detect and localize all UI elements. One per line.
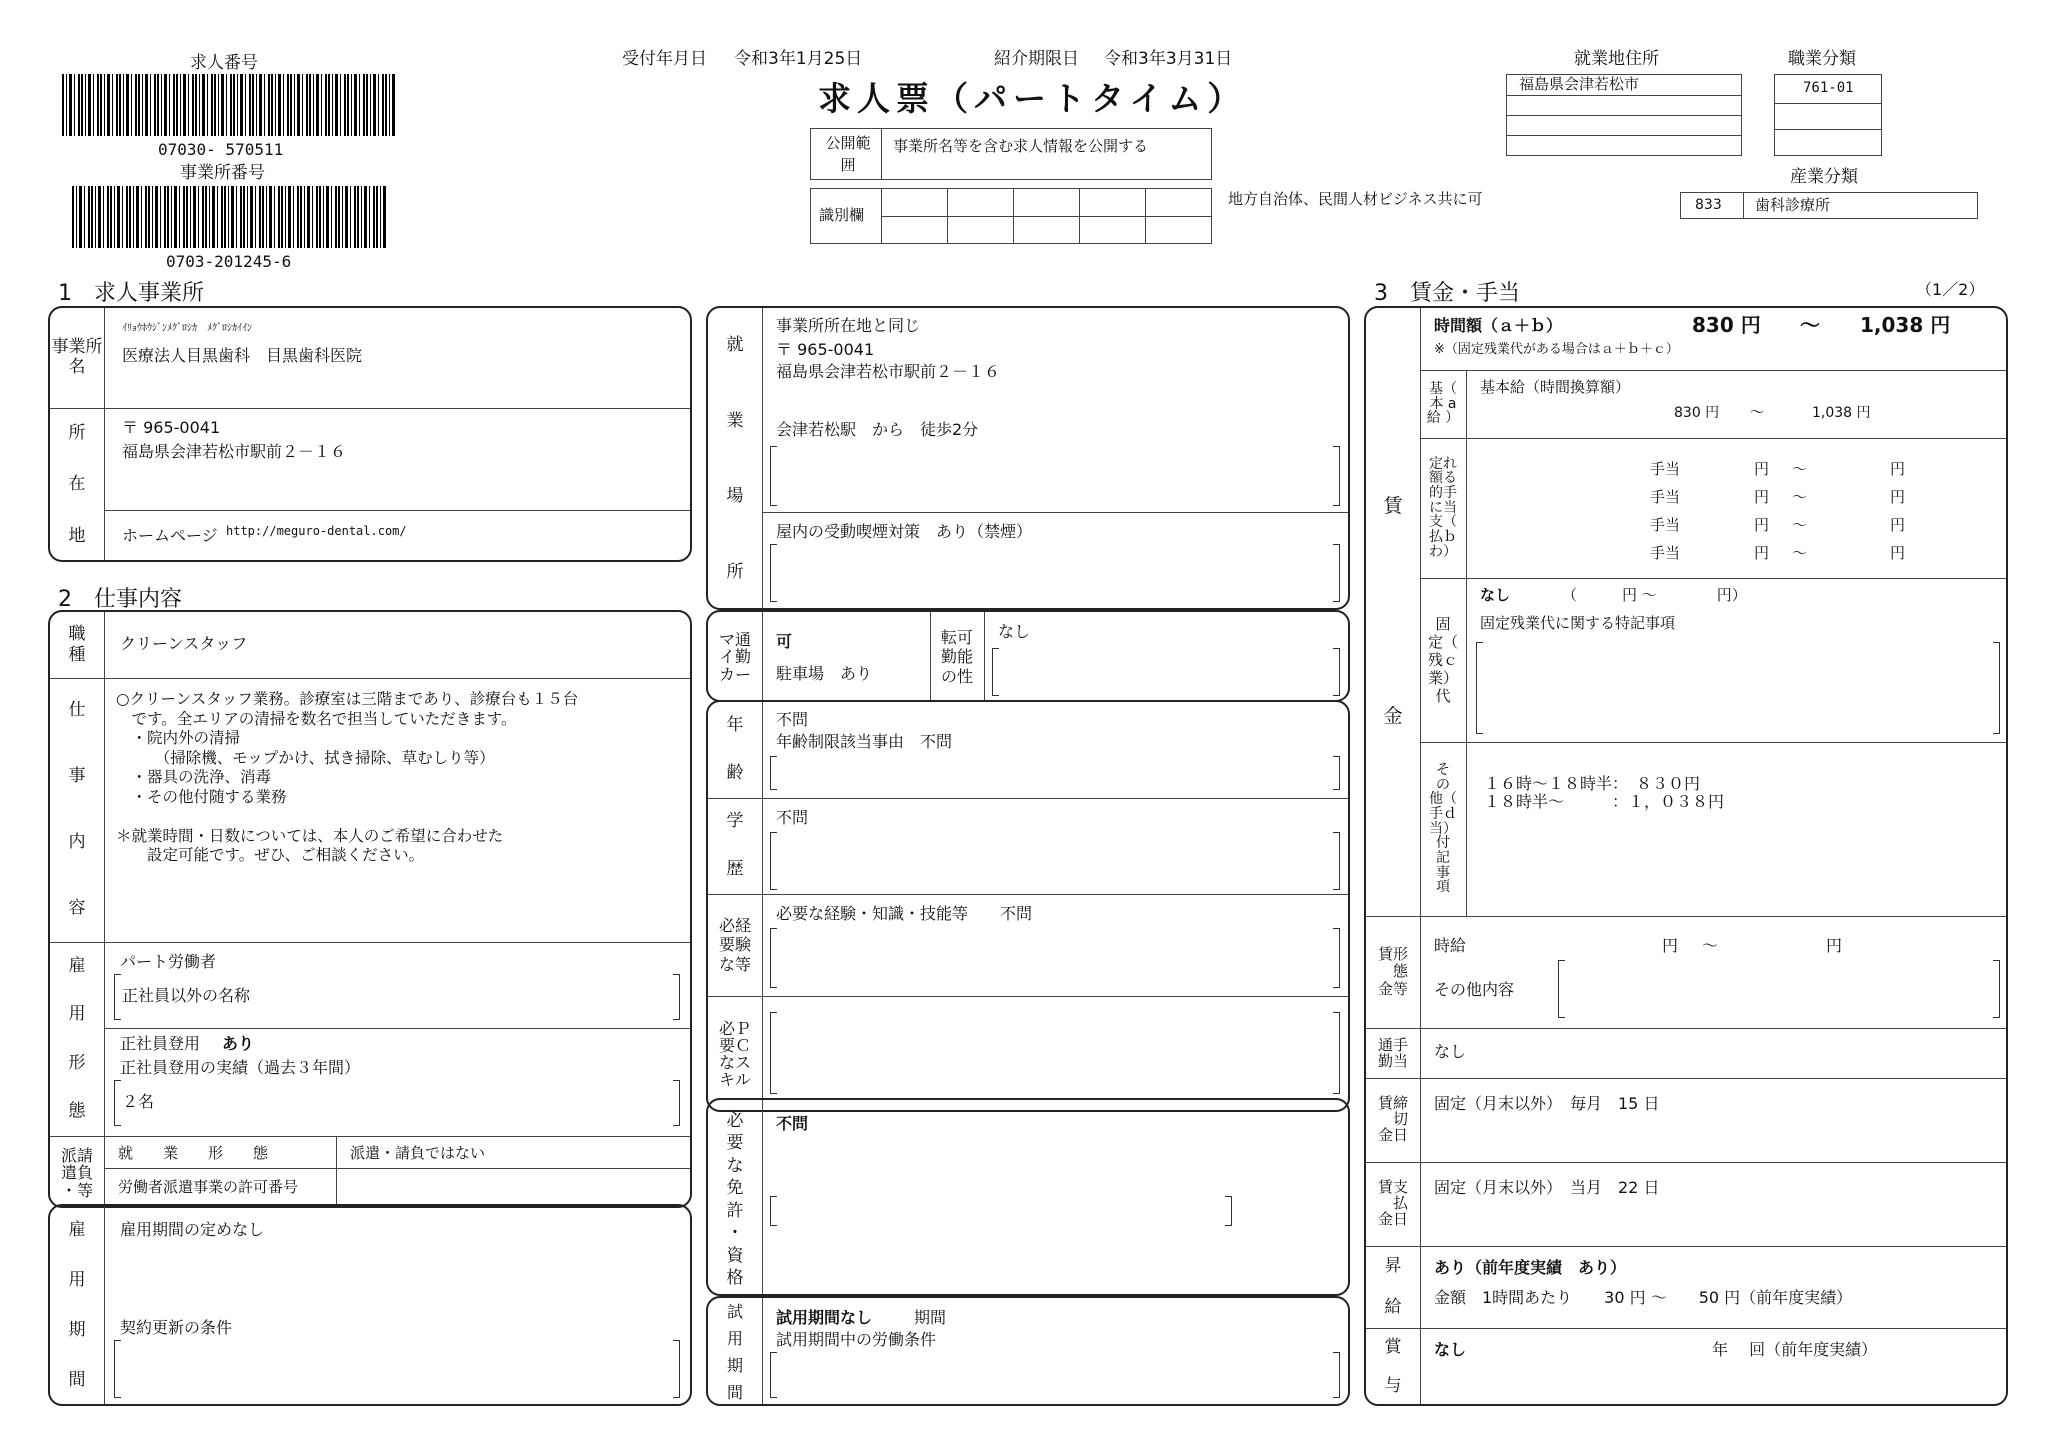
base-pay-label: 基（ 本 a 給 ）	[1426, 380, 1460, 427]
wage-form-tilde: ～	[1702, 936, 1719, 955]
allowance-yen-max: 円	[1890, 460, 1906, 478]
dispatch-label: 派請 遣負 ・等	[60, 1145, 93, 1200]
bonus-times: 年 回（前年度実績）	[1712, 1340, 1878, 1359]
workplace-address-label: 就業地住所	[1574, 49, 1659, 69]
age: 不問	[776, 710, 809, 729]
raise-label: 昇 給	[1384, 1255, 1402, 1317]
bonus: なし	[1434, 1340, 1467, 1359]
disclosure-label: 公開範囲	[825, 134, 871, 174]
closing-day: 固定（月末以外） 毎月 15 日	[1434, 1094, 1660, 1113]
trial-conditions: 試用期間中の労働条件	[776, 1330, 937, 1349]
job-description: ○クリーンスタッフ業務。診療室は三階まであり、診療台も１５台 です。全エリアの清掃を数名で担当していただきます。 ・院内外の清掃 （掃除機、モップかけ、拭き掃除、草むしり等） ・器具の洗浄、消毒 ・その他付随する業務 ＊就業時間・日数については、本人のご希望に合わせた 設定可能です。ぜひ、ご相談ください。	[116, 690, 579, 864]
allowance-yen-min: 円	[1754, 488, 1770, 506]
base-pay-tilde: ～	[1750, 405, 1764, 421]
non-regular-name: 正社員以外の名称	[122, 986, 251, 1005]
requirements-box	[706, 700, 1350, 1112]
work-form: 派遣・請負ではない	[350, 1144, 486, 1162]
base-pay-min: 830 円	[1674, 405, 1720, 421]
wage-box	[1364, 306, 2008, 1406]
age-reason: 年齢制限該当事由 不問	[776, 732, 953, 751]
industry-code: 833	[1695, 197, 1722, 213]
trial-period: 試用期間なし	[776, 1308, 873, 1327]
workplace-address: 福島県会津若松市	[1519, 75, 1640, 93]
allowance-name: 手当	[1650, 544, 1681, 562]
employment-type: パート労働者	[120, 952, 217, 971]
allowance-tilde: ～	[1792, 488, 1808, 506]
allowance-tilde: ～	[1792, 544, 1808, 562]
reception-date-label: 受付年月日	[622, 49, 707, 69]
wage-form: 時給	[1434, 936, 1467, 955]
employment-period-box	[48, 1204, 692, 1406]
page-title: 求人票（パートタイム）	[818, 79, 1247, 118]
raise: あり（前年度実績 あり）	[1434, 1258, 1627, 1277]
pc-skill-label: 必Ｐ 要Ｃ なス キル	[718, 1019, 751, 1089]
bonus-label: 賞 与	[1384, 1336, 1402, 1396]
deadline-label: 紹介期限日	[994, 49, 1079, 69]
workplace-address-detail: 福島県会津若松市駅前２－１６	[776, 362, 1001, 381]
allowance-name: 手当	[1650, 460, 1681, 478]
allowance-tilde: ～	[1792, 516, 1808, 534]
commute-label: 通手 勤当	[1377, 1035, 1408, 1070]
hourly-wage-tilde: ～	[1800, 313, 1820, 337]
promo-record: ２名	[122, 1092, 155, 1111]
experience-label: 必経 要験 な等	[718, 916, 751, 974]
experience: 必要な経験・知識・技能等 不問	[776, 904, 1033, 923]
allowance-yen-min: 円	[1754, 544, 1770, 562]
job-title-label: 職 種	[68, 623, 86, 665]
reception-date: 令和3年1月25日	[734, 49, 863, 69]
promo-record-label: 正社員登用の実績（過去３年間）	[120, 1058, 361, 1077]
workplace-address-table	[1506, 74, 1742, 156]
other-allowance-1: １６時～１８時半： ８３０円	[1484, 774, 1701, 793]
job-content-label: 仕 事 内 容	[68, 700, 86, 919]
job-number-label: 求人番号	[190, 53, 258, 73]
address-label: 所 在 地	[68, 423, 86, 546]
agency-note: 地方自治体、民間人材ビジネス共に可	[1228, 190, 1483, 208]
transfer-label: 転可 勤能 の性	[940, 628, 973, 686]
education-label: 学 歴	[726, 811, 744, 880]
homepage-link[interactable]: http://meguro-dental.com/	[226, 524, 407, 538]
homepage-label: ホームページ	[122, 526, 218, 545]
hourly-wage-min: 830 円	[1692, 313, 1761, 337]
allowance-name: 手当	[1650, 488, 1681, 506]
job-number: 07030- 570511	[158, 140, 284, 159]
car-commute-box	[706, 610, 1350, 702]
employment-period: 雇用期間の定めなし	[120, 1220, 265, 1239]
office-number-barcode	[72, 186, 388, 248]
hourly-wage-label: 時間額（ａ＋ｂ）	[1434, 316, 1563, 335]
education: 不問	[776, 808, 809, 827]
fixed-overtime: なし	[1480, 586, 1511, 604]
wage-form-label: 賃形 態 金等	[1377, 945, 1408, 998]
commute-allowance: なし	[1434, 1042, 1467, 1061]
allowance-yen-max: 円	[1890, 544, 1906, 562]
disclosure-value: 事業所名等を含む求人情報を公開する	[893, 137, 1149, 155]
job-class-table	[1774, 74, 1882, 156]
industry-label: 産業分類	[1790, 167, 1858, 187]
employer-box	[48, 306, 692, 562]
id-field: 識別欄	[810, 188, 1212, 244]
employer-name-label: 事業所名	[51, 337, 103, 377]
industry-table	[1680, 192, 1978, 219]
employer-name: 医療法人目黒歯科 目黒歯科医院	[122, 346, 363, 365]
allowance-row	[1466, 458, 2006, 486]
car-commute: 可	[776, 632, 793, 651]
pay-day: 固定（月末以外） 当月 22 日	[1434, 1178, 1660, 1197]
transfer: なし	[998, 622, 1031, 641]
other-allowance-label: そ の 他（ 手ｄ 当） 付 記 事 項	[1429, 761, 1457, 896]
fixed-overtime-note: 固定残業代に関する特記事項	[1480, 614, 1676, 632]
wage-form-yen-max: 円	[1826, 936, 1843, 955]
fixed-overtime-range: （ 円 ～ 円）	[1562, 586, 1747, 604]
allowance-yen-min: 円	[1754, 460, 1770, 478]
dispatch-permit-label: 労働者派遣事業の許可番号	[118, 1178, 299, 1196]
allowance-row	[1466, 486, 2006, 514]
license: 不問	[776, 1114, 809, 1133]
workplace-postal: 〒 965-0041	[776, 340, 875, 359]
job-number-barcode	[62, 74, 396, 136]
wage-form-yen-min: 円	[1662, 936, 1679, 955]
smoking-policy: 屋内の受動喫煙対策 あり（禁煙）	[776, 522, 1033, 541]
job-content-box	[48, 610, 692, 1208]
age-label: 年 齢	[726, 715, 744, 784]
section3-heading: 3 賃金・手当	[1374, 281, 1520, 306]
trial-period-term: 期間	[914, 1308, 947, 1327]
base-pay-max: 1,038 円	[1812, 405, 1871, 421]
renewal-condition-label: 契約更新の条件	[120, 1318, 233, 1337]
employment-period-label: 雇 用 期 間	[68, 1220, 86, 1391]
job-class-label: 職業分類	[1788, 49, 1856, 69]
workplace-box	[706, 306, 1350, 610]
section1-heading: 1 求人事業所	[58, 281, 204, 306]
employment-type-label: 雇 用 形 態	[68, 955, 86, 1122]
allowance-yen-max: 円	[1890, 488, 1906, 506]
closing-day-label: 賃締 切 金日	[1377, 1094, 1408, 1144]
work-form-label: 就 業 形 態	[118, 1144, 269, 1162]
hourly-wage-max: 1,038 円	[1860, 313, 1951, 337]
hourly-wage-note: ※（固定残業代がある場合はａ＋ｂ＋ｃ）	[1434, 342, 1679, 357]
workplace-same: 事業所所在地と同じ	[776, 316, 921, 335]
license-label: 必 要 な 免 許 ・ 資 格	[726, 1110, 744, 1289]
pay-day-label: 賃支 払 金日	[1377, 1178, 1408, 1228]
allowance-tilde: ～	[1792, 460, 1808, 478]
fixed-allowance-label: 定れ 額る 的手 に当 支（ 払ｂ わ）	[1429, 455, 1457, 560]
section2-heading: 2 仕事内容	[58, 587, 182, 612]
trial-box	[706, 1296, 1350, 1406]
allowance-yen-min: 円	[1754, 516, 1770, 534]
disclosure-box	[810, 128, 1212, 180]
trial-label: 試 用 期 間	[726, 1301, 743, 1402]
fixed-overtime-label: 固 定（ 残ｃ 業） 代	[1427, 615, 1458, 705]
deadline-date: 令和3年3月31日	[1104, 49, 1233, 69]
workplace-access: 会津若松駅 から 徒歩2分	[776, 420, 979, 439]
workplace-label: 就 業 場 所	[726, 335, 744, 582]
allowance-name: 手当	[1650, 516, 1681, 534]
wage-label: 賃 金	[1383, 494, 1403, 728]
industry-name: 歯科診療所	[1755, 196, 1831, 214]
regular-promo: あり	[222, 1034, 255, 1053]
office-number: 0703-201245-6	[166, 252, 292, 271]
car-commute-label: マ通 イ勤 カー	[718, 629, 751, 684]
license-box	[706, 1098, 1350, 1296]
allowance-yen-max: 円	[1890, 516, 1906, 534]
parking: 駐車場 あり	[776, 664, 873, 683]
raise-amount: 金額 1時間あたり 30 円 ～ 50 円（前年度実績）	[1434, 1288, 1853, 1307]
job-class: 761-01	[1803, 80, 1854, 96]
employer-kana: ｲﾘｮｳﾎｳｼﾞﾝﾒｸﾞﾛｼｶ ﾒｸﾞﾛｼｶｲｲﾝ	[122, 323, 252, 334]
allowance-row	[1466, 514, 2006, 542]
other-allowance-2: １８時半～ ：１，０３８円	[1484, 792, 1725, 811]
employer-address: 福島県会津若松市駅前２－１６	[122, 442, 347, 461]
base-pay-title: 基本給（時間換算額）	[1480, 378, 1631, 396]
employer-postal: 〒 965-0041	[122, 418, 221, 437]
job-title: クリーンスタッフ	[120, 634, 248, 653]
page-number: （1／2）	[1916, 280, 1985, 299]
office-number-label: 事業所番号	[180, 163, 265, 183]
allowance-row	[1466, 542, 2006, 570]
regular-promo-label: 正社員登用	[120, 1034, 201, 1053]
wage-form-other: その他内容	[1434, 980, 1515, 999]
